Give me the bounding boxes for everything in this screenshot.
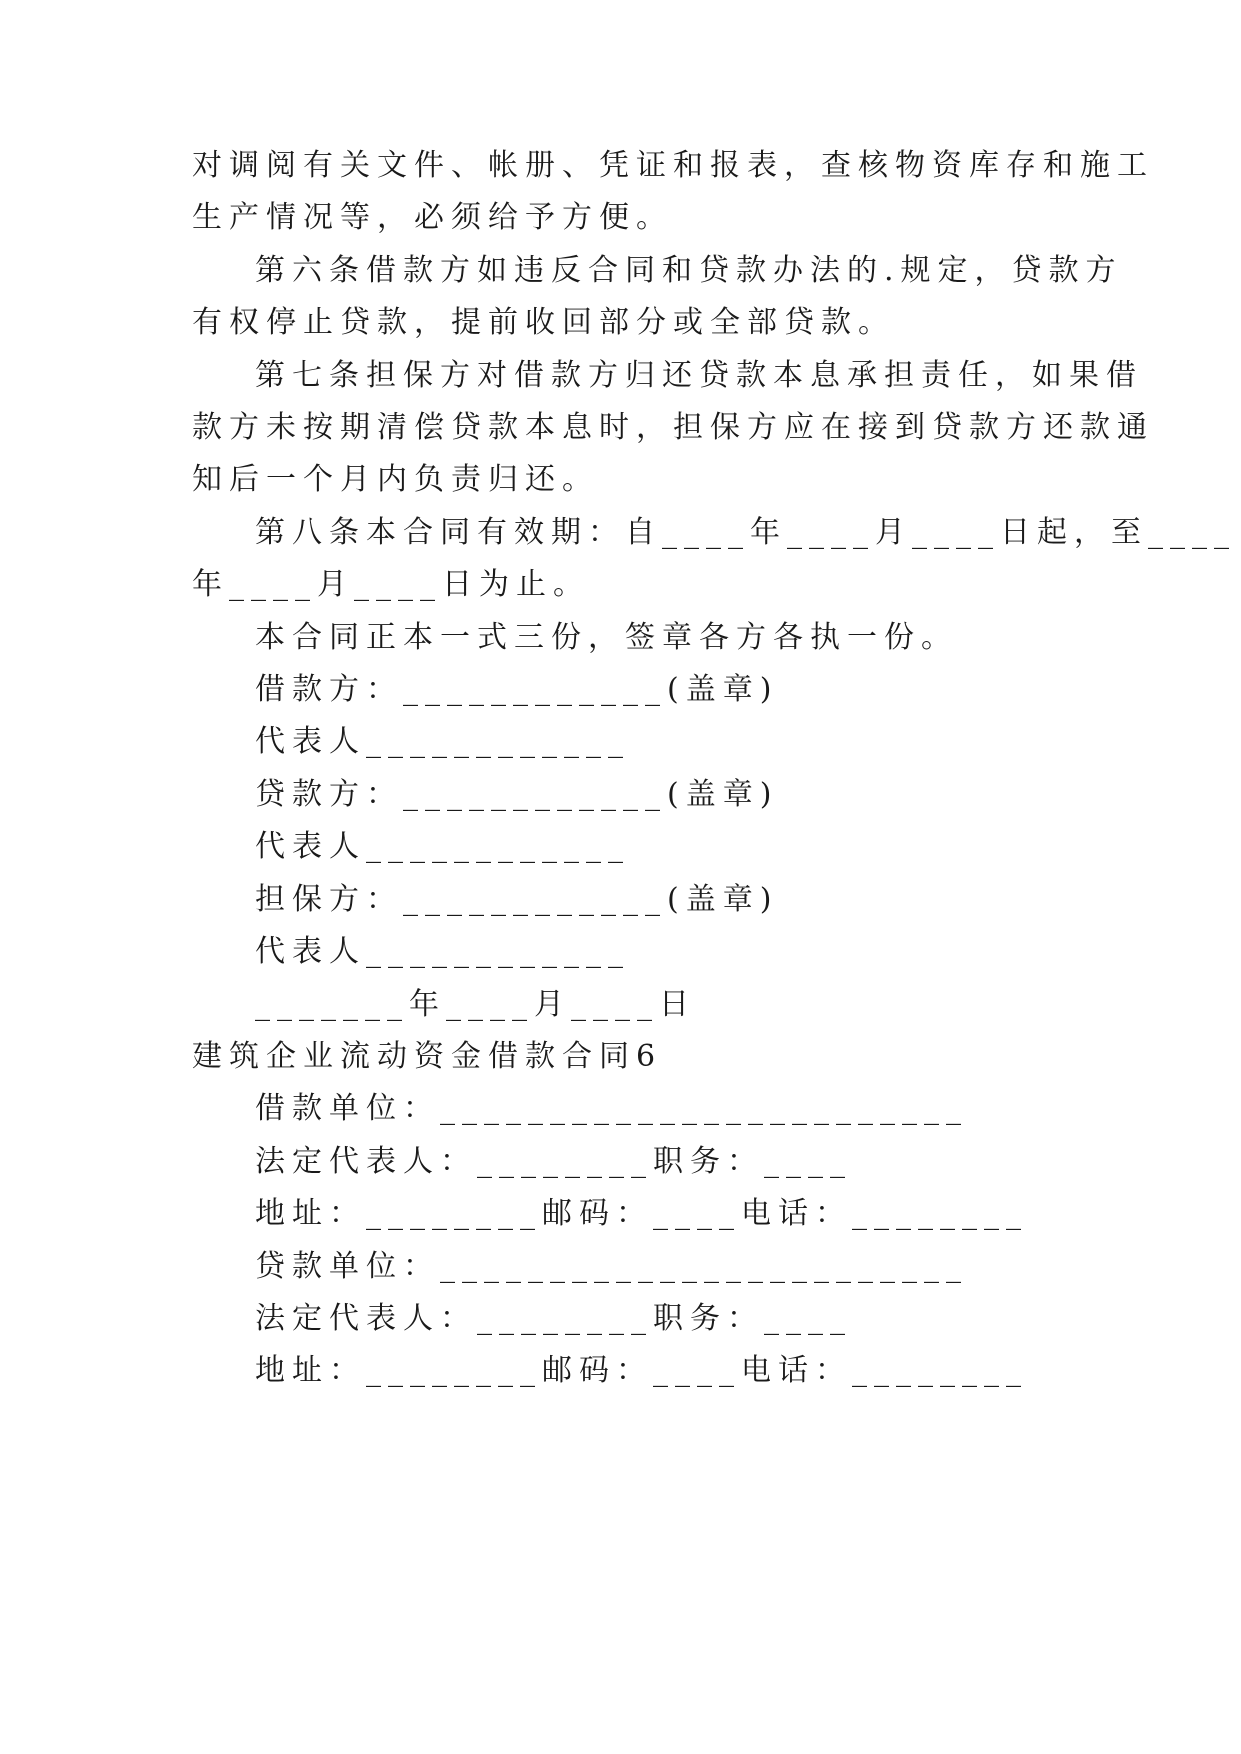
address-field: 地址：________邮码：____电话：________ <box>255 1196 1028 1231</box>
address-field: 地址：________邮码：____电话：________ <box>255 1353 1028 1388</box>
article-7-line: 第七条担保方对借款方归还贷款本息承担责任，如果借 <box>255 358 1143 393</box>
date-line: _______年____月____日 <box>255 987 696 1022</box>
borrower-unit-field: 借款单位：________________________ <box>255 1091 968 1126</box>
paragraph-line: 知后一个月内负责归还。 <box>192 462 599 497</box>
copies-statement: 本合同正本一式三份，签章各方各执一份。 <box>255 620 958 655</box>
legal-representative-field: 法定代表人：________职务：____ <box>255 1144 852 1179</box>
article-6-line: 第六条借款方如违反合同和贷款办法的.规定，贷款方 <box>255 253 1123 288</box>
borrower-signature-line: 借款方：____________(盖章) <box>255 672 779 707</box>
paragraph-line: 有权停止贷款，提前收回部分或全部贷款。 <box>192 305 895 340</box>
representative-line: 代表人____________ <box>255 829 630 864</box>
paragraph-line: 对调阅有关文件、帐册、凭证和报表，查核物资库存和施工 <box>192 148 1154 183</box>
paragraph-line: 生产情况等，必须给予方便。 <box>192 200 673 235</box>
representative-line: 代表人____________ <box>255 724 630 759</box>
representative-line: 代表人____________ <box>255 934 630 969</box>
paragraph-line: 款方未按期清偿贷款本息时，担保方应在接到贷款方还款通 <box>192 410 1154 445</box>
lender-signature-line: 贷款方：____________(盖章) <box>255 777 779 812</box>
legal-representative-field: 法定代表人：________职务：____ <box>255 1301 852 1336</box>
section-title: 建筑企业流动资金借款合同6 <box>192 1039 663 1074</box>
lender-unit-field: 贷款单位：________________________ <box>255 1249 968 1284</box>
paragraph-line: 年____月____日为止。 <box>192 567 590 602</box>
article-8-line: 第八条本合同有效期：自____年____月____日起，至____ <box>255 515 1236 550</box>
guarantor-signature-line: 担保方：____________(盖章) <box>255 882 779 917</box>
